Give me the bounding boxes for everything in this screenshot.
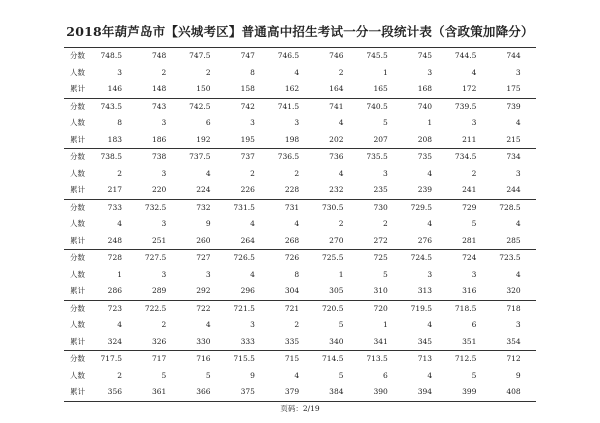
- table-cell: 3: [383, 168, 388, 178]
- table-cell: 717.5: [100, 354, 122, 363]
- table-row-count: [64, 115, 536, 132]
- table-cell: 341: [373, 336, 388, 346]
- table-cell: 310: [373, 286, 388, 295]
- table-cell: 739: [506, 101, 521, 111]
- row-label: 人数: [70, 67, 85, 77]
- table-cell: 198: [284, 134, 300, 144]
- table-cell: 8: [117, 118, 122, 127]
- table-cell: 736.5: [277, 152, 300, 161]
- row-label: 人数: [70, 118, 85, 127]
- table-cell: 208: [417, 134, 433, 144]
- table-cell: 5: [383, 269, 388, 279]
- table-cell: 4: [427, 320, 433, 329]
- table-row-cumulative: [64, 81, 536, 98]
- table-cell: 3: [161, 168, 167, 178]
- table-cell: 4: [471, 67, 477, 77]
- table-cell: 2: [161, 320, 167, 329]
- score-block: [64, 47, 536, 98]
- table-cell: 3: [161, 118, 167, 127]
- table-cell: 3: [161, 219, 167, 228]
- row-label: 累计: [70, 286, 85, 295]
- row-label: 人数: [70, 320, 85, 329]
- table-cell: 251: [151, 235, 167, 245]
- table-cell: 729: [462, 202, 477, 212]
- table-cell: 713.5: [366, 354, 388, 363]
- table-row-score: [64, 200, 536, 217]
- row-label: 累计: [70, 134, 85, 144]
- table-cell: 3: [117, 67, 122, 77]
- table-row-score: [64, 250, 536, 267]
- table-cell: 2: [471, 168, 477, 178]
- table-cell: 3: [205, 269, 211, 279]
- table-cell: 148: [151, 84, 167, 93]
- table-cell: 730: [373, 202, 388, 212]
- table-cell: 186: [151, 134, 167, 144]
- table-cell: 717: [151, 354, 167, 363]
- table-cell: 732: [196, 202, 211, 212]
- row-label: 分数: [70, 101, 85, 111]
- table-cell: 168: [417, 84, 433, 93]
- table-cell: 3: [294, 118, 300, 127]
- table-cell: 361: [151, 387, 167, 396]
- table-cell: 3: [427, 269, 433, 279]
- table-cell: 165: [373, 84, 388, 93]
- table-cell: 720.5: [322, 303, 344, 313]
- table-cell: 738.5: [100, 152, 122, 161]
- score-block: [64, 98, 536, 149]
- table-row-cumulative: [64, 283, 536, 300]
- page-title: 2018年葫芦岛市【兴城考区】普通高中招生考试一分一段统计表（含政策加降分）: [66, 24, 534, 39]
- table-cell: 2: [205, 67, 211, 77]
- table-cell: 232: [329, 185, 344, 194]
- table-cell: 276: [417, 235, 433, 245]
- table-cell: 713: [417, 354, 433, 363]
- table-cell: 735: [417, 152, 433, 161]
- table-cell: 202: [329, 134, 344, 144]
- table-cell: 3: [471, 269, 477, 279]
- table-cell: 162: [284, 84, 300, 93]
- table-cell: 727.5: [144, 253, 167, 262]
- table-cell: 6: [471, 320, 477, 329]
- table-cell: 5: [471, 219, 477, 228]
- table-cell: 281: [462, 235, 477, 245]
- table-cell: 734.5: [454, 152, 477, 161]
- table-cell: 241: [462, 185, 477, 194]
- table-cell: 720: [373, 303, 388, 313]
- table-cell: 728.5: [499, 202, 521, 212]
- table-cell: 4: [515, 219, 521, 228]
- table-cell: 333: [240, 336, 255, 346]
- table-cell: 741.5: [277, 101, 300, 111]
- table-cell: 2: [294, 168, 300, 178]
- table-cell: 313: [417, 286, 433, 295]
- table-cell: 264: [240, 235, 255, 245]
- table-cell: 743.5: [100, 101, 122, 111]
- table-cell: 744.5: [454, 51, 477, 60]
- table-cell: 330: [196, 336, 211, 346]
- table-cell: 8: [250, 67, 255, 77]
- table-cell: 735.5: [366, 152, 388, 161]
- table-cell: 738: [151, 152, 167, 161]
- row-label: 分数: [70, 202, 85, 212]
- table-cell: 175: [506, 84, 521, 93]
- table-cell: 2: [294, 320, 300, 329]
- table-cell: 4: [515, 269, 521, 279]
- score-block: [64, 148, 536, 199]
- table-row-cumulative: [64, 384, 536, 401]
- table-cell: 726: [284, 253, 300, 262]
- table-cell: 732.5: [144, 202, 167, 212]
- table-cell: 741: [329, 101, 344, 111]
- table-cell: 268: [284, 235, 300, 245]
- table-cell: 734: [506, 152, 521, 161]
- table-cell: 727: [196, 253, 211, 262]
- table-cell: 731.5: [233, 202, 255, 212]
- table-cell: 5: [383, 118, 388, 127]
- table-cell: 366: [196, 387, 211, 396]
- table-cell: 394: [417, 387, 433, 396]
- table-cell: 2: [338, 67, 344, 77]
- table-cell: 733: [107, 202, 122, 212]
- table-cell: 721: [284, 303, 300, 313]
- table-cell: 724: [462, 253, 477, 262]
- table-cell: 9: [250, 370, 255, 380]
- table-cell: 723: [107, 303, 122, 313]
- table-cell: 2: [117, 168, 122, 178]
- table-cell: 9: [515, 370, 521, 380]
- table-cell: 260: [196, 235, 211, 245]
- table-cell: 296: [240, 286, 255, 295]
- table-cell: 9: [205, 219, 211, 228]
- page-number: 页码：2/19: [280, 404, 320, 413]
- table-cell: 235: [373, 185, 388, 194]
- table-cell: 748: [151, 51, 167, 60]
- table-cell: 4: [338, 118, 344, 127]
- table-cell: 399: [462, 387, 477, 396]
- table-row-score: [64, 351, 536, 368]
- table-cell: 724.5: [410, 253, 433, 262]
- table-cell: 217: [107, 185, 122, 194]
- table-cell: 244: [506, 185, 521, 194]
- score-block: [64, 300, 536, 351]
- table-cell: 730.5: [322, 202, 344, 212]
- table-cell: 270: [329, 235, 344, 245]
- table-row-score: [64, 99, 536, 116]
- table-cell: 289: [151, 286, 167, 295]
- table-cell: 286: [107, 286, 122, 295]
- table-row-count: [64, 216, 536, 233]
- table-cell: 6: [383, 370, 388, 380]
- table-cell: 5: [338, 320, 344, 329]
- table-cell: 4: [117, 219, 122, 228]
- table-cell: 150: [196, 84, 211, 93]
- table-row-cumulative: [64, 182, 536, 199]
- table-cell: 3: [427, 67, 433, 77]
- row-label: 累计: [70, 185, 85, 194]
- table-cell: 721.5: [233, 303, 255, 313]
- table-cell: 745.5: [366, 51, 388, 60]
- row-label: 分数: [70, 303, 85, 313]
- table-row-cumulative: [64, 334, 536, 351]
- table-cell: 6: [205, 118, 211, 127]
- table-cell: 718.5: [454, 303, 477, 313]
- table-cell: 2: [250, 168, 255, 178]
- table-cell: 384: [329, 387, 344, 396]
- table-cell: 729.5: [410, 202, 433, 212]
- row-label: 分数: [70, 51, 85, 60]
- table-cell: 211: [462, 134, 477, 144]
- table-cell: 340: [329, 336, 344, 346]
- table-cell: 285: [506, 235, 521, 245]
- table-cell: 172: [462, 84, 477, 93]
- table-row-score: [64, 301, 536, 318]
- table-row-count: [64, 267, 536, 284]
- table-cell: 728: [107, 253, 122, 262]
- table-cell: 4: [294, 370, 300, 380]
- table-cell: 5: [161, 370, 167, 380]
- table-cell: 356: [107, 387, 122, 396]
- table-cell: 736: [329, 152, 344, 161]
- table-cell: 3: [515, 320, 521, 329]
- table-cell: 164: [329, 84, 344, 93]
- row-label: 人数: [70, 168, 85, 178]
- table-cell: 408: [506, 387, 521, 396]
- table-cell: 748.5: [100, 51, 122, 60]
- table-cell: 747: [240, 51, 255, 60]
- table-cell: 248: [107, 235, 122, 245]
- table-cell: 740.5: [366, 101, 388, 111]
- table-cell: 2: [383, 219, 388, 228]
- table-cell: 220: [151, 185, 167, 194]
- table-cell: 4: [250, 269, 255, 279]
- table-cell: 390: [373, 387, 388, 396]
- table-cell: 3: [250, 320, 255, 329]
- table-cell: 723.5: [499, 253, 521, 262]
- table-cell: 2: [161, 67, 167, 77]
- table-cell: 743: [151, 101, 167, 111]
- table-cell: 746.5: [277, 51, 300, 60]
- table-cell: 207: [373, 134, 388, 144]
- table-cell: 4: [205, 320, 211, 329]
- table-row-count: [64, 65, 536, 82]
- table-cell: 5: [338, 370, 344, 380]
- table-cell: 4: [427, 168, 433, 178]
- table-cell: 224: [196, 185, 211, 194]
- table-cell: 3: [471, 118, 477, 127]
- table-cell: 3: [250, 118, 255, 127]
- table-cell: 375: [240, 387, 255, 396]
- table-cell: 712.5: [454, 354, 477, 363]
- table-cell: 4: [294, 67, 300, 77]
- table-cell: 351: [462, 336, 477, 346]
- table-cell: 304: [284, 286, 300, 295]
- table-cell: 4: [250, 219, 255, 228]
- table-cell: 4: [205, 168, 211, 178]
- score-block: [64, 249, 536, 300]
- table-cell: 725: [373, 253, 388, 262]
- table-cell: 718: [506, 303, 521, 313]
- table-cell: 228: [284, 185, 300, 194]
- table-cell: 5: [471, 370, 477, 380]
- table-cell: 146: [107, 84, 122, 93]
- row-label: 人数: [70, 269, 85, 279]
- row-label: 累计: [70, 336, 85, 346]
- table-row-score: [64, 149, 536, 166]
- table-cell: 731: [284, 202, 300, 212]
- table-cell: 1: [383, 67, 388, 77]
- table-cell: 5: [205, 370, 211, 380]
- table-cell: 746: [329, 51, 344, 60]
- table-cell: 183: [107, 134, 122, 144]
- table-cell: 712: [506, 354, 521, 363]
- table-cell: 4: [117, 320, 122, 329]
- table-cell: 1: [383, 320, 388, 329]
- table-cell: 239: [417, 185, 433, 194]
- table-row-count: [64, 166, 536, 183]
- table-cell: 715: [284, 354, 300, 363]
- table-row-score: [64, 48, 536, 65]
- row-label: 分数: [70, 354, 85, 363]
- table-cell: 4: [515, 118, 521, 127]
- table-cell: 725.5: [322, 253, 344, 262]
- table-cell: 719.5: [410, 303, 433, 313]
- table-cell: 722.5: [144, 303, 167, 313]
- score-distribution-table: [64, 47, 536, 402]
- table-row-count: [64, 368, 536, 385]
- score-block: [64, 350, 536, 402]
- table-cell: 316: [462, 286, 477, 295]
- table-cell: 192: [196, 134, 211, 144]
- table-cell: 4: [427, 219, 433, 228]
- table-cell: 1: [427, 118, 433, 127]
- table-cell: 354: [506, 336, 521, 346]
- table-cell: 226: [240, 185, 255, 194]
- table-cell: 3: [161, 269, 167, 279]
- row-label: 人数: [70, 370, 85, 380]
- table-cell: 2: [117, 370, 122, 380]
- table-cell: 3: [515, 168, 521, 178]
- table-cell: 737.5: [189, 152, 211, 161]
- table-cell: 3: [515, 67, 521, 77]
- table-cell: 742.5: [189, 101, 211, 111]
- row-label: 分数: [70, 253, 85, 262]
- table-cell: 8: [294, 269, 300, 279]
- table-row-count: [64, 317, 536, 334]
- table-cell: 716: [196, 354, 211, 363]
- table-cell: 726.5: [233, 253, 255, 262]
- score-block: [64, 199, 536, 250]
- table-cell: 326: [151, 336, 167, 346]
- row-label: 累计: [70, 235, 85, 245]
- table-cell: 744: [506, 51, 521, 60]
- table-cell: 272: [373, 235, 388, 245]
- table-cell: 4: [338, 168, 344, 178]
- table-cell: 740: [417, 101, 433, 111]
- table-cell: 745: [417, 51, 433, 60]
- table-cell: 379: [284, 387, 300, 396]
- table-cell: 737: [240, 152, 255, 161]
- table-cell: 195: [240, 134, 255, 144]
- table-cell: 345: [417, 336, 433, 346]
- table-cell: 335: [284, 336, 300, 346]
- row-label: 分数: [70, 152, 85, 161]
- table-cell: 747.5: [189, 51, 211, 60]
- table-cell: 714.5: [322, 354, 344, 363]
- table-cell: 4: [294, 219, 300, 228]
- row-label: 累计: [70, 387, 85, 396]
- table-cell: 324: [107, 336, 122, 346]
- row-label: 人数: [70, 219, 85, 228]
- table-cell: 320: [506, 286, 521, 295]
- row-label: 累计: [70, 84, 85, 93]
- table-cell: 215: [506, 134, 521, 144]
- table-cell: 1: [338, 269, 344, 279]
- table-cell: 722: [196, 303, 211, 313]
- table-cell: 1: [117, 269, 122, 279]
- table-row-cumulative: [64, 233, 536, 250]
- table-cell: 739.5: [454, 101, 477, 111]
- table-cell: 4: [427, 370, 433, 380]
- table-row-cumulative: [64, 132, 536, 149]
- table-cell: 158: [240, 84, 255, 93]
- table-cell: 292: [196, 286, 211, 295]
- table-cell: 305: [329, 286, 344, 295]
- table-cell: 742: [240, 101, 255, 111]
- table-cell: 715.5: [233, 354, 255, 363]
- table-cell: 2: [338, 219, 344, 228]
